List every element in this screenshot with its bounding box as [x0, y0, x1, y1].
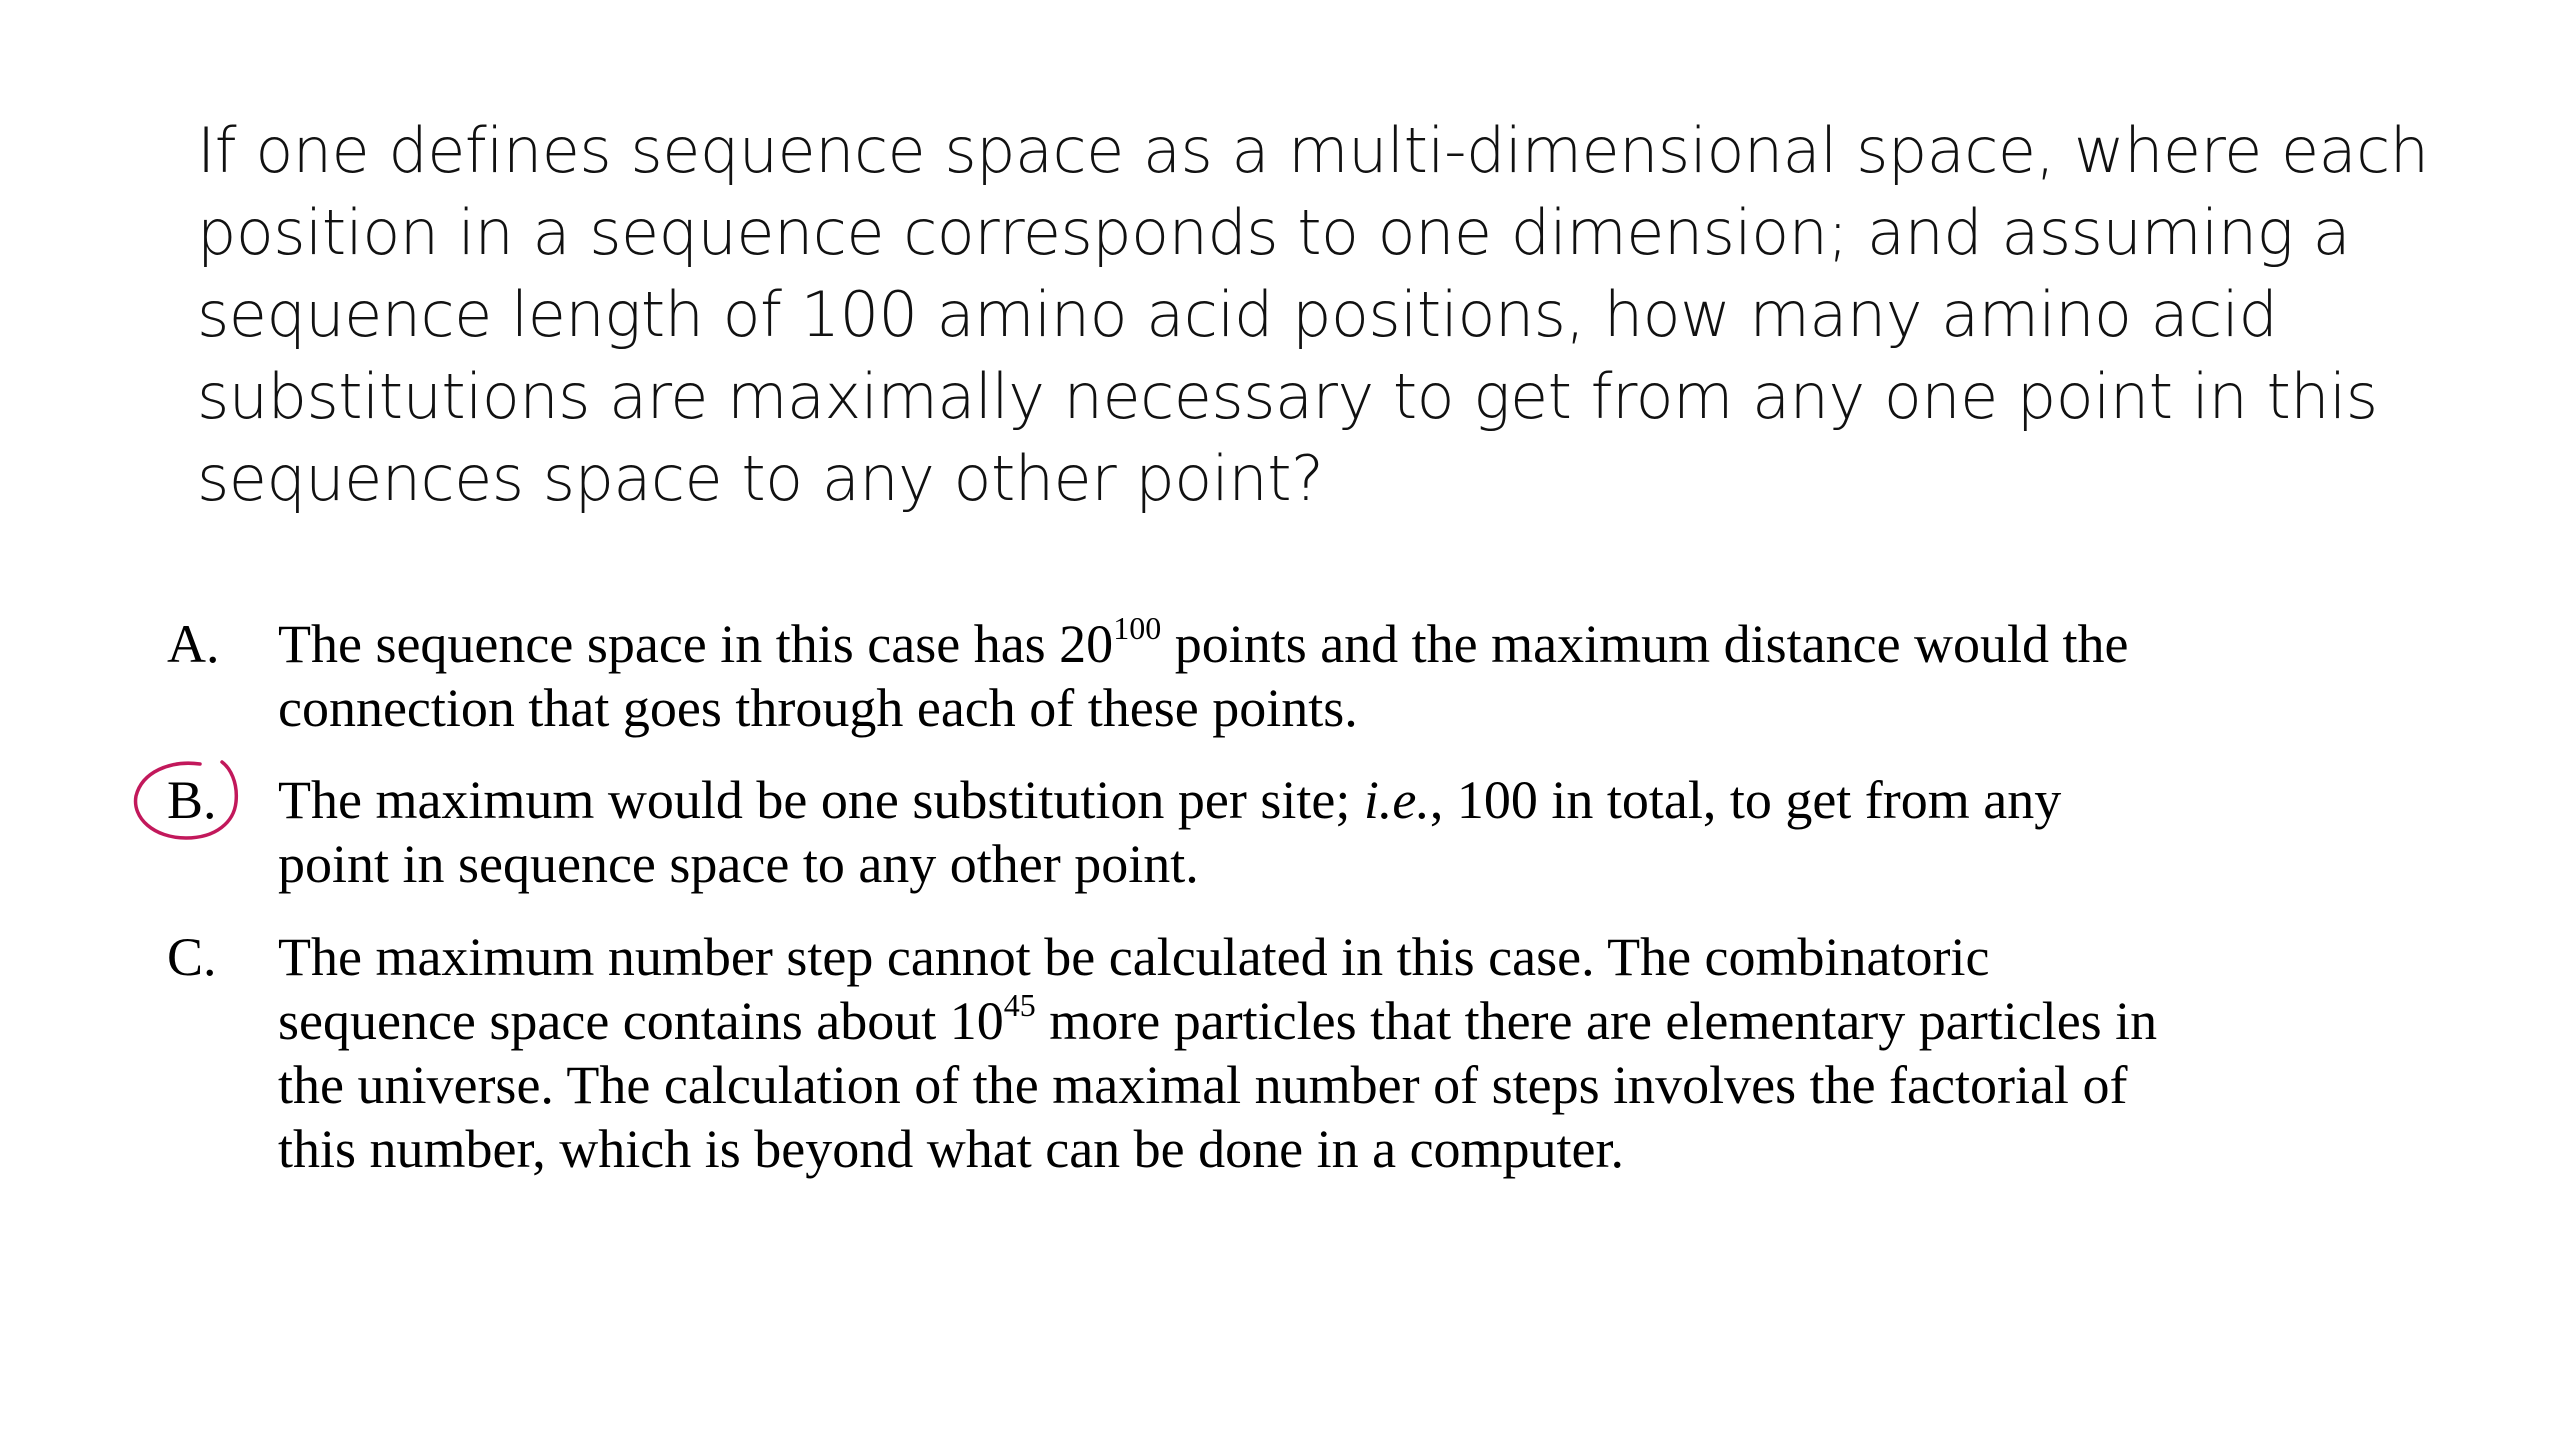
- option-letter: A.: [167, 614, 220, 674]
- option-letter: B.: [167, 770, 217, 830]
- option-c-text: [278, 925, 2458, 1181]
- option-line: the universe. The calculation of the maximal number of steps involves the factorial of: [278, 1055, 2128, 1115]
- question-line: substitutions are maximally necessary to get from any one point in this: [197, 360, 2378, 433]
- option-line: [278, 989, 2458, 1053]
- option-text-segment: sequence space contains about 10: [278, 991, 1004, 1051]
- option-text-italic: i.e.: [1363, 770, 1430, 830]
- question-line: sequences space to any other point?: [197, 442, 1324, 515]
- option-text-segment: points and the maximum distance would the: [1161, 614, 2129, 674]
- option-a-text: [278, 612, 2458, 740]
- option-line: this number, which is beyond what can be done in a computer.: [278, 1119, 1625, 1179]
- question-line: position in a sequence corresponds to one dimension; and assuming a: [197, 196, 2351, 269]
- option-text-segment: The sequence space in this case has 20: [278, 614, 1114, 674]
- option-line: [278, 768, 2458, 832]
- handwritten-circle-icon: [130, 758, 242, 844]
- option-text-segment: The maximum would be one substitution per site;: [278, 770, 1364, 830]
- option-letter: C.: [167, 927, 217, 987]
- option-line: point in sequence space to any other point.: [278, 834, 1199, 894]
- option-text-segment: more particles that there are elementary particles in: [1035, 991, 2158, 1051]
- option-b-text: [278, 768, 2458, 896]
- option-line: connection that goes through each of these points.: [278, 678, 1358, 738]
- question-line: If one defines sequence space as a multi-dimensional space, where each: [197, 114, 2429, 187]
- question-text: [197, 110, 2467, 520]
- option-line: The maximum number step cannot be calculated in this case. The combinatoric: [278, 927, 1990, 987]
- option-line: [278, 612, 2458, 676]
- exponent: 45: [1003, 987, 1036, 1023]
- exponent: 100: [1113, 610, 1162, 646]
- option-text-segment: , 100 in total, to get from any: [1429, 770, 2062, 830]
- question-line: sequence length of 100 amino acid positions, how many amino acid: [197, 278, 2278, 351]
